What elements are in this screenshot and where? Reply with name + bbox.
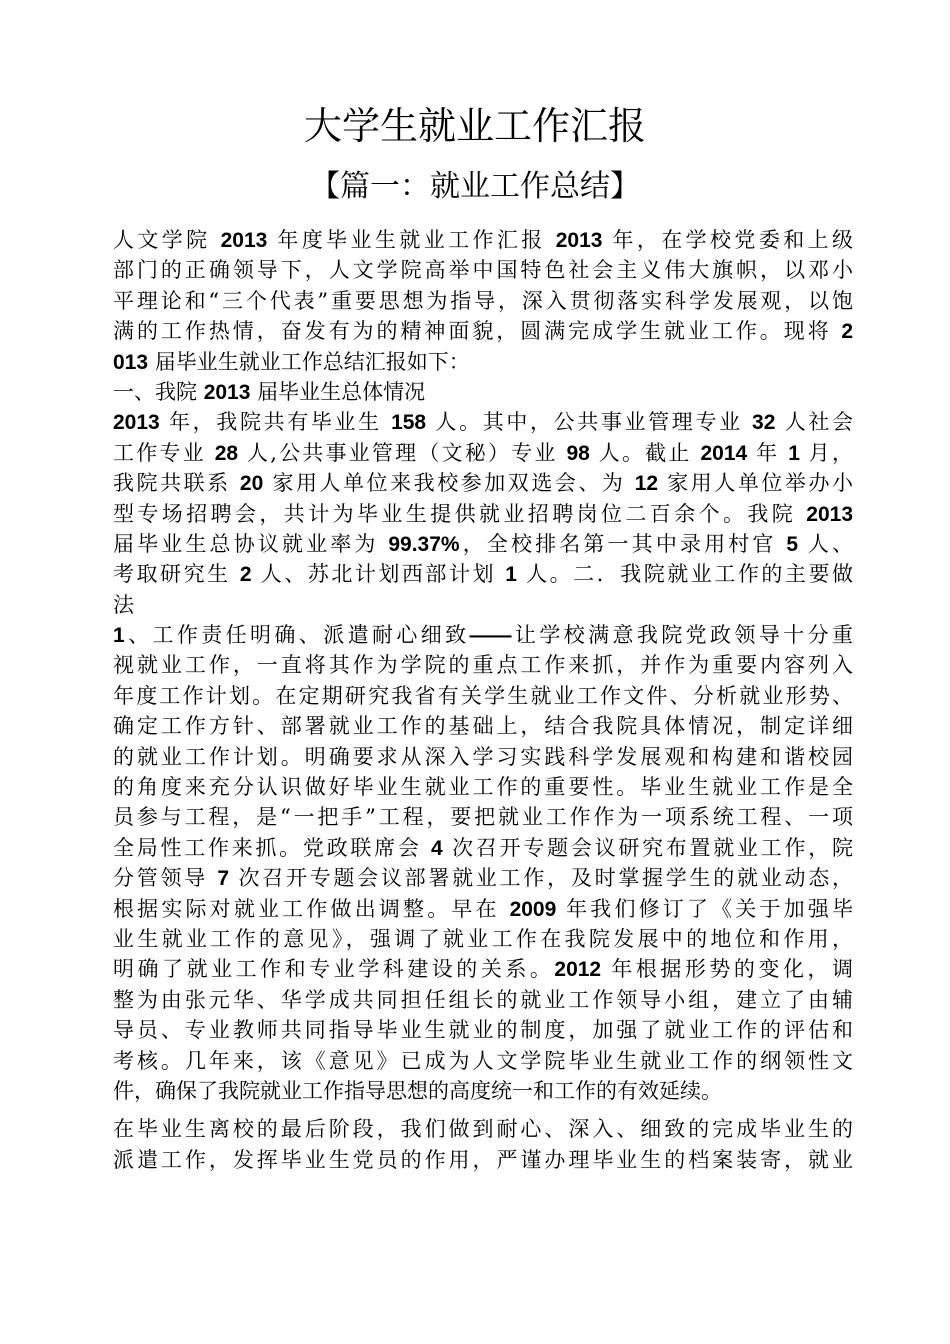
text-line: 考核。几年来，该《意见》已成为人文学院毕业生就业工作的纲领性文 [113, 1048, 853, 1073]
text-line: 视就业工作，一直将其作为学院的重点工作来抓，并作为重要内容列入 [113, 653, 853, 678]
document-subtitle: 【篇一：就业工作总结】 [310, 169, 640, 204]
text-line: 员参与工程，是“一把手”工程，要把就业工作作为一项系统工程、一项 [113, 805, 853, 830]
document-title: 大学生就业工作汇报 [303, 104, 646, 148]
text-line: 平理论和“三个代表”重要思想为指导，深入贯彻落实科学发展观，以饱 [113, 288, 853, 313]
text-line: 一、我院 2013 届毕业生总体情况 [113, 379, 426, 404]
text-line: 我院共联系 20 家用人单位来我校参加双选会、为 12 家用人单位举办小 [113, 471, 853, 496]
text-line: 工作专业 28 人,公共事业管理（文秘）专业 98 人。截止 2014 年 1 月， [113, 440, 853, 465]
text-line: 考取研究生 2 人、苏北计划西部计划 1 人。二．我院就业工作的主要做 [113, 562, 853, 587]
text-line: 年度工作计划。在定期研究我省有关学生就业工作文件、分析就业形势、 [113, 683, 853, 708]
text-line: 法 [113, 592, 134, 617]
text-line: 届毕业生总协议就业率为 99.37%，全校排名第一其中录用村官 5 人、 [113, 531, 853, 556]
text-line: 的角度来充分认识做好毕业生就业工作的重要性。毕业生就业工作是全 [113, 775, 853, 800]
text-line: 分管领导 7 次召开专题会议部署就业工作，及时掌握学生的就业动态， [113, 866, 853, 891]
text-line: 确定工作方针、部署就业工作的基础上，结合我院具体情况，制定详细 [113, 714, 853, 739]
text-line: 的就业工作计划。明确要求从深入学习实践科学发展观和构建和谐校园 [113, 744, 853, 769]
text-line: 业生就业工作的意见》，强调了就业工作在我院发展中的地位和作用， [113, 926, 853, 951]
paragraph-1 [113, 225, 853, 1106]
text-line: 人文学院 2013 年度毕业生就业工作汇报 2013 年，在学校党委和上级 [113, 228, 853, 252]
paragraph-2 [113, 1114, 853, 1175]
text-line: 013 届毕业生就业工作总结汇报如下： [113, 349, 470, 374]
text-line: 明确了就业工作和专业学科建设的关系。2012 年根据形势的变化，调 [113, 957, 853, 982]
text-line: 满的工作热情，奋发有为的精神面貌，圆满完成学生就业工作。现将 2 [113, 319, 853, 344]
text-line: 整为由张元华、华学成共同担任组长的就业工作领导小组，建立了由辅 [113, 987, 853, 1012]
text-line: 2013 年，我院共有毕业生 158 人。其中，公共事业管理专业 32 人社会 [113, 410, 853, 435]
text-line: 导员、专业教师共同指导毕业生就业的制度，加强了就业工作的评估和 [113, 1018, 853, 1043]
text-line: 派遣工作，发挥毕业生党员的作用，严谨办理毕业生的档案装寄，就业 [113, 1147, 853, 1172]
text-line: 型专场招聘会，共计为毕业生提供就业招聘岗位二百余个。我院 2013 [113, 501, 853, 526]
text-line: 件，确保了我院就业工作指导思想的高度统一和工作的有效延续。 [113, 1078, 722, 1103]
text-line: 1、工作责任明确、派遣耐心细致——让学校满意我院党政领导十分重 [113, 623, 853, 648]
text-line: 根据实际对就业工作做出调整。早在 2009 年我们修订了《关于加强毕 [113, 896, 853, 921]
document-body [113, 225, 853, 1175]
text-line: 部门的正确领导下，人文学院高举中国特色社会主义伟大旗帜，以邓小 [113, 258, 853, 283]
text-line: 在毕业生离校的最后阶段，我们做到耐心、深入、细致的完成毕业生的 [113, 1117, 853, 1142]
text-line: 全局性工作来抓。党政联席会 4 次召开专题会议研究布置就业工作，院 [113, 835, 853, 860]
paragraph-gap [113, 1106, 853, 1114]
